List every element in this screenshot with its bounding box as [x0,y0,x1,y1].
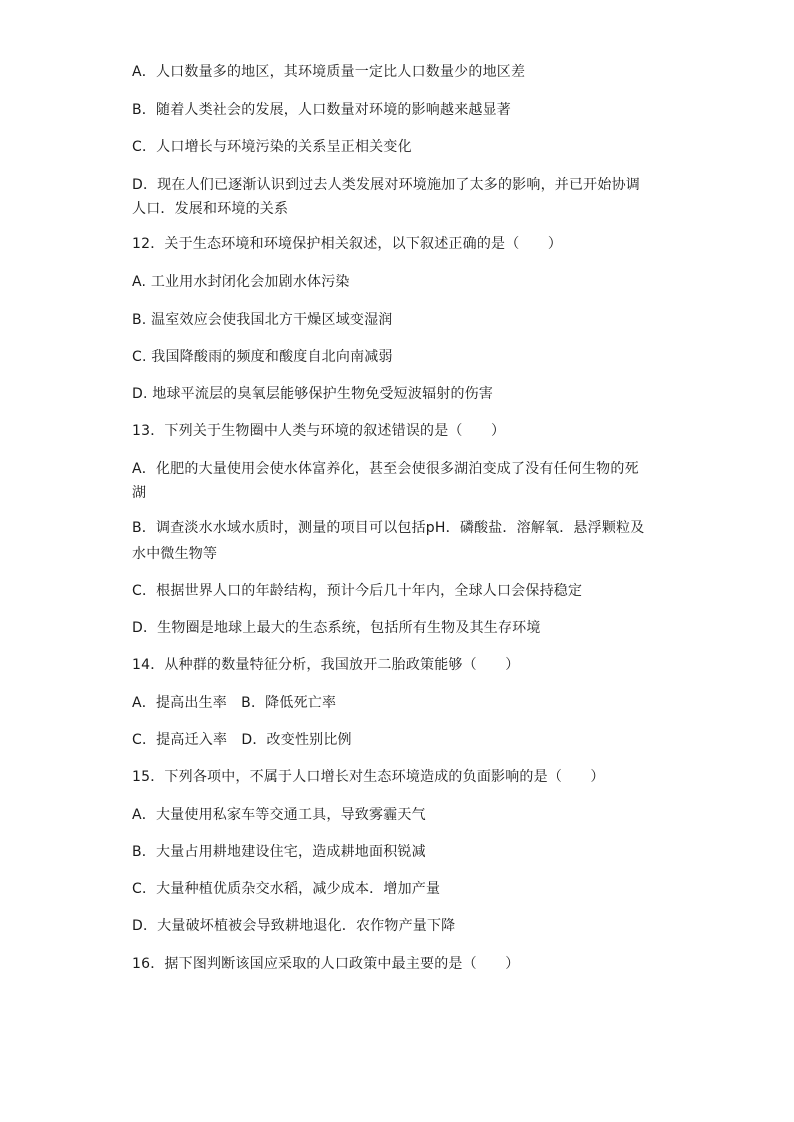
q13-option-a-cont: 湖 [132,485,147,501]
q13-option-b: B．调查淡水水域水质时，测量的项目可以包括pH．磷酸盐．溶解氧．悬浮颗粒及 [132,520,645,536]
q11-option-c: C．人口增长与环境污染的关系呈正相关变化 [132,139,412,155]
q12-option-a: A. 工业用水封闭化会加剧水体污染 [132,274,350,290]
q13-option-d: D．生物圈是地球上最大的生态系统，包括所有生物及其生存环境 [132,620,541,636]
q16-stem: 16．据下图判断该国应采取的人口政策中最主要的是（ ） [132,956,520,972]
q12-stem: 12．关于生态环境和环境保护相关叙述，以下叙述正确的是（ ） [132,236,563,252]
q15-option-b: B．大量占用耕地建设住宅，造成耕地面积锐减 [132,844,426,860]
q14-stem: 14．从种群的数量特征分析，我国放开二胎政策能够（ ） [132,657,520,673]
q12-option-d: D. 地球平流层的臭氧层能够保护生物免受短波辐射的伤害 [132,386,494,402]
q11-option-a: A．人口数量多的地区，其环境质量一定比人口数量少的地区差 [132,64,526,80]
q12-option-b: B. 温室效应会使我国北方干燥区域变湿润 [132,312,393,328]
q13-stem: 13．下列关于生物圈中人类与环境的叙述错误的是（ ） [132,423,506,439]
q13-option-b-cont: 水中微生物等 [132,546,218,562]
q15-option-a: A．大量使用私家车等交通工具，导致雾霾天气 [132,807,426,823]
q15-option-c: C．大量种植优质杂交水稻，减少成本．增加产量 [132,881,441,897]
q11-option-d: D．现在人们已逐渐认识到过去人类发展对环境施加了太多的影响，并已开始协调 [132,177,640,193]
q11-option-b: B．随着人类社会的发展，人口数量对环境的影响越来越显著 [132,102,512,118]
q15-option-d: D．大量破坏植被会导致耕地退化．农作物产量下降 [132,918,456,934]
q13-option-c: C．根据世界人口的年龄结构，预计今后几十年内，全球人口会保持稳定 [132,583,583,599]
q11-option-d-cont: 人口．发展和环境的关系 [132,201,289,217]
q13-option-a: A．化肥的大量使用会使水体富养化，甚至会使很多湖泊变成了没有任何生物的死 [132,461,639,477]
q14-options-ab: A．提高出生率 B．降低死亡率 [132,695,337,711]
q14-options-cd: C．提高迁入率 D．改变性别比例 [132,732,352,748]
q12-option-c: C. 我国降酸雨的频度和酸度自北向南减弱 [132,349,393,365]
q15-stem: 15．下列各项中，不属于人口增长对生态环境造成的负面影响的是（ ） [132,769,605,785]
